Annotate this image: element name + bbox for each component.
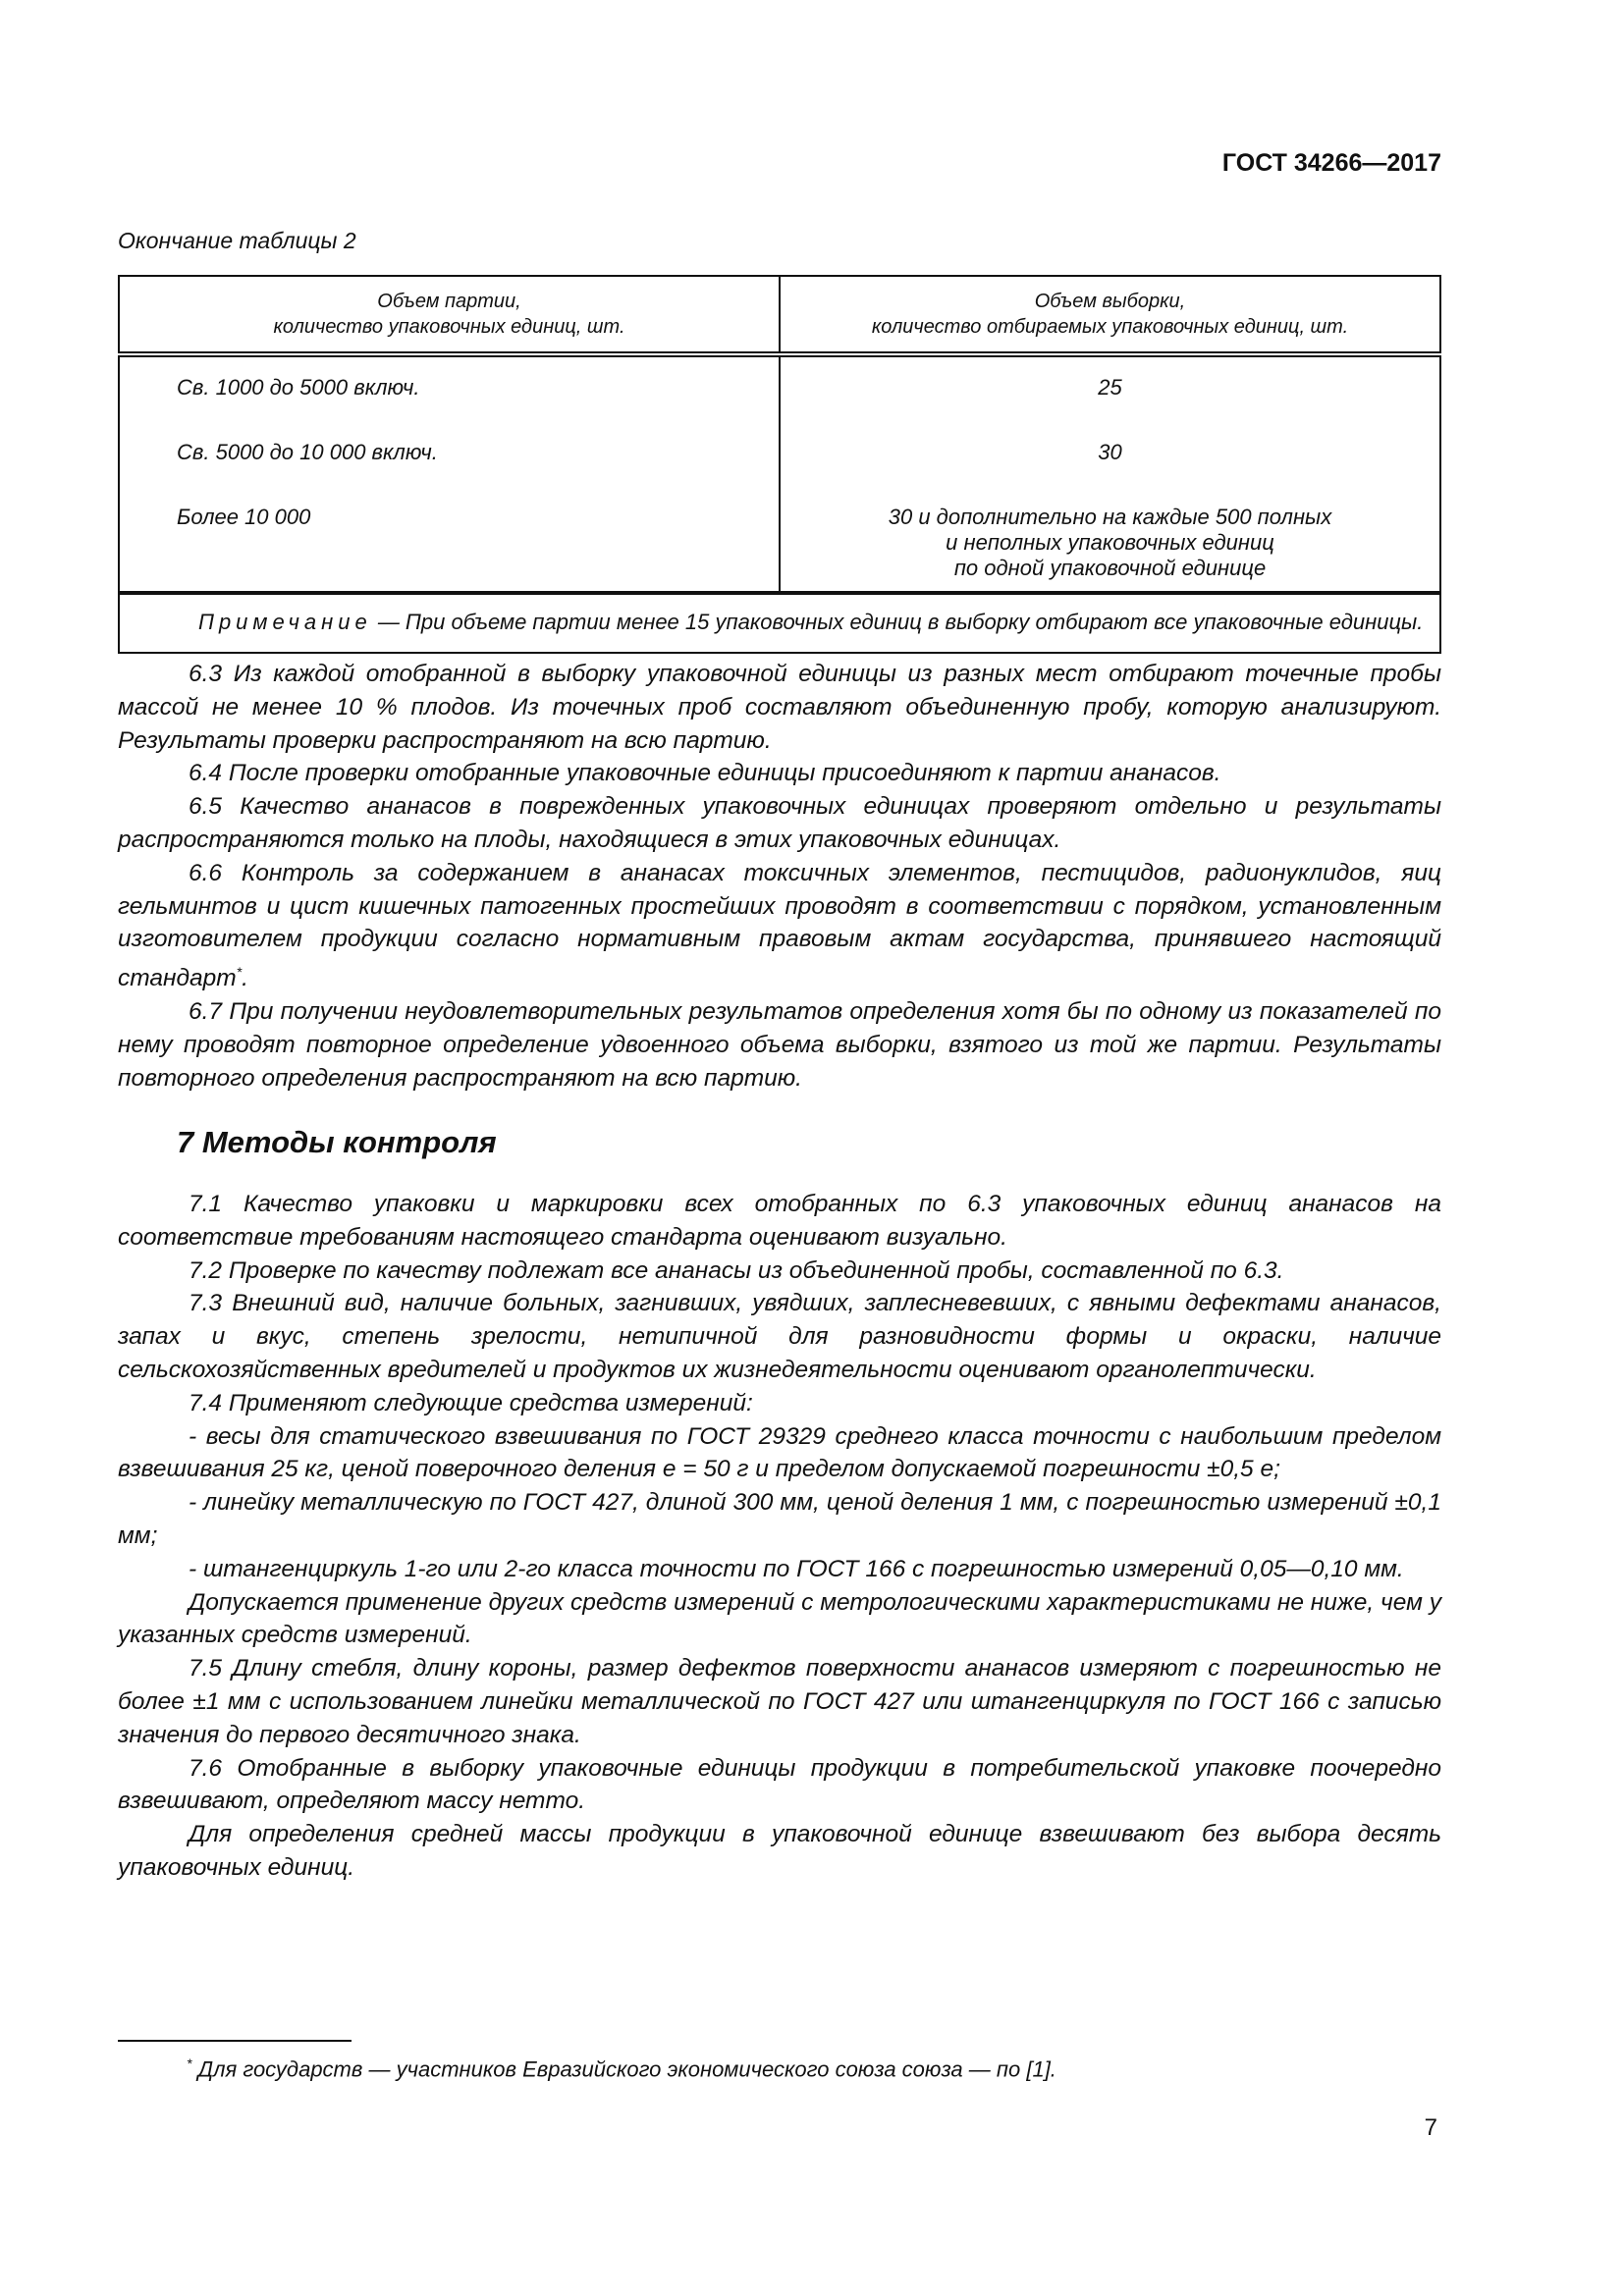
section-6-text [118, 658, 1441, 1095]
paragraph: 6.3 Из каждой отобранной в выборку упаковочной единицы из разных мест отбирают точечные пробы массой не менее 10 % плодов. Из точечных проб составляют объединенную пробу, которую анализируют. Результаты проверки распространяют на всю партию. [118, 661, 1441, 754]
cell-sample: 25 [780, 354, 1440, 422]
note-label: Примечание [198, 610, 372, 634]
paragraph: 7.5 Длину стебля, длину короны, размер дефектов поверхности ананасов измеряют с погрешностью не более ±1 мм с использованием линейки металлической по ГОСТ 427 или штангенциркуля по ГОСТ 166 с записью значения до первого десятичного знака. [118, 1655, 1441, 1748]
cell-lot: Св. 5000 до 10 000 включ. [119, 422, 780, 487]
cell-sample: 30 и дополнительно на каждые 500 полных и неполных упаковочных единиц по одной упаковочной единице [780, 487, 1440, 593]
section-7-text [118, 1188, 1441, 1885]
paragraph: 6.7 При получении неудовлетворительных результатов определения хотя бы по одному из показателей по нему проводят повторное определение удвоенного объема выборки, взятого из той же партии. Результаты повторного определения распространяют на всю партию. [118, 998, 1441, 1092]
cell-sample: 30 [780, 422, 1440, 487]
table-row [119, 422, 1440, 487]
paragraph: 6.5 Качество ананасов в поврежденных упаковочных единицах проверяют отдельно и результаты распространяются только на плоды, находящиеся в этих упаковочных единицах. [118, 793, 1441, 853]
table-row [119, 354, 1440, 422]
list-item: - штангенциркуль 1-го или 2-го класса точности по ГОСТ 166 с погрешностью измерений 0,05—0,10 мм. [189, 1555, 1404, 1582]
paragraph: 7.4 Применяют следующие средства измерений: [189, 1389, 753, 1416]
list-item: - линейку металлическую по ГОСТ 427, длиной 300 мм, ценой деления 1 мм, с погрешностью измерений ±0,1 мм; [118, 1489, 1441, 1549]
list-item: - весы для статического взвешивания по ГОСТ 29329 среднего класса точности с наибольшим пределом взвешивания 25 кг, ценой поверочного деления е = 50 г и пределом допускаемой погрешности ±0,5 е; [118, 1422, 1441, 1483]
paragraph: 7.1 Качество упаковки и маркировки всех отобранных по 6.3 упаковочных единиц ананасов на соответствие требованиям настоящего стандарта оценивают визуально. [118, 1191, 1441, 1251]
sample-size-table [118, 275, 1441, 654]
paragraph: Допускается применение других средств измерений с метрологическими характеристиками не ниже, чем у указанных средств измерений. [118, 1588, 1441, 1649]
paragraph: 7.3 Внешний вид, наличие больных, загнивших, увядших, заплесневевших, с явными дефектами ананасов, запах и вкус, степень зрелости, нетипичной для разновидности формы и окраски, наличие сельскохозяйственных вредителей и продуктов их жизнедеятельности оценивают органолептически. [118, 1290, 1441, 1383]
table-row [119, 487, 1440, 593]
footnote-ref[interactable]: * [236, 964, 243, 981]
paragraph: Для определения средней массы продукции в упаковочной единице взвешивают без выбора десять упаковочных единиц. [118, 1821, 1441, 1881]
table-caption: Окончание таблицы 2 [118, 228, 356, 253]
paragraph: 6.6 Контроль за содержанием в ананасах токсичных элементов, пестицидов, радионуклидов, яиц гельминтов и цист кишечных патогенных простейших проводят в соответствии с порядком, установленным изготовителем продукции согласно нормативным правовым актам государства, принявшего настоящий стандарт*. [118, 859, 1441, 992]
footnote-divider [118, 2040, 352, 2042]
footnote: * Для государств — участников Евразийского экономического союза союза — по [1]. [187, 2056, 1056, 2082]
paragraph: 6.4 После проверки отобранные упаковочные единицы присоединяют к партии ананасов. [189, 760, 1221, 787]
document-id: ГОСТ 34266—2017 [1221, 149, 1441, 177]
column-header-sample: Объем выборки, количество отбираемых упаковочных единиц, шт. [780, 276, 1440, 354]
column-header-lot: Объем партии, количество упаковочных единиц, шт. [119, 276, 780, 354]
note-text: — При объеме партии менее 15 упаковочных единиц в выборку отбирают все упаковочные единицы. [371, 610, 1424, 634]
paragraph: 7.2 Проверке по качеству подлежат все ананасы из объединенной пробы, составленной по 6.3. [189, 1256, 1284, 1284]
paragraph: 7.6 Отобранные в выборку упаковочные единицы продукции в потребительской упаковке поочередно взвешивают, определяют массу нетто. [118, 1754, 1441, 1815]
page-number: 7 [1424, 2114, 1437, 2141]
cell-lot: Св. 1000 до 5000 включ. [119, 354, 780, 422]
cell-lot: Более 10 000 [119, 487, 780, 593]
section-heading: 7 Методы контроля [177, 1125, 497, 1159]
table-note [119, 593, 1440, 653]
